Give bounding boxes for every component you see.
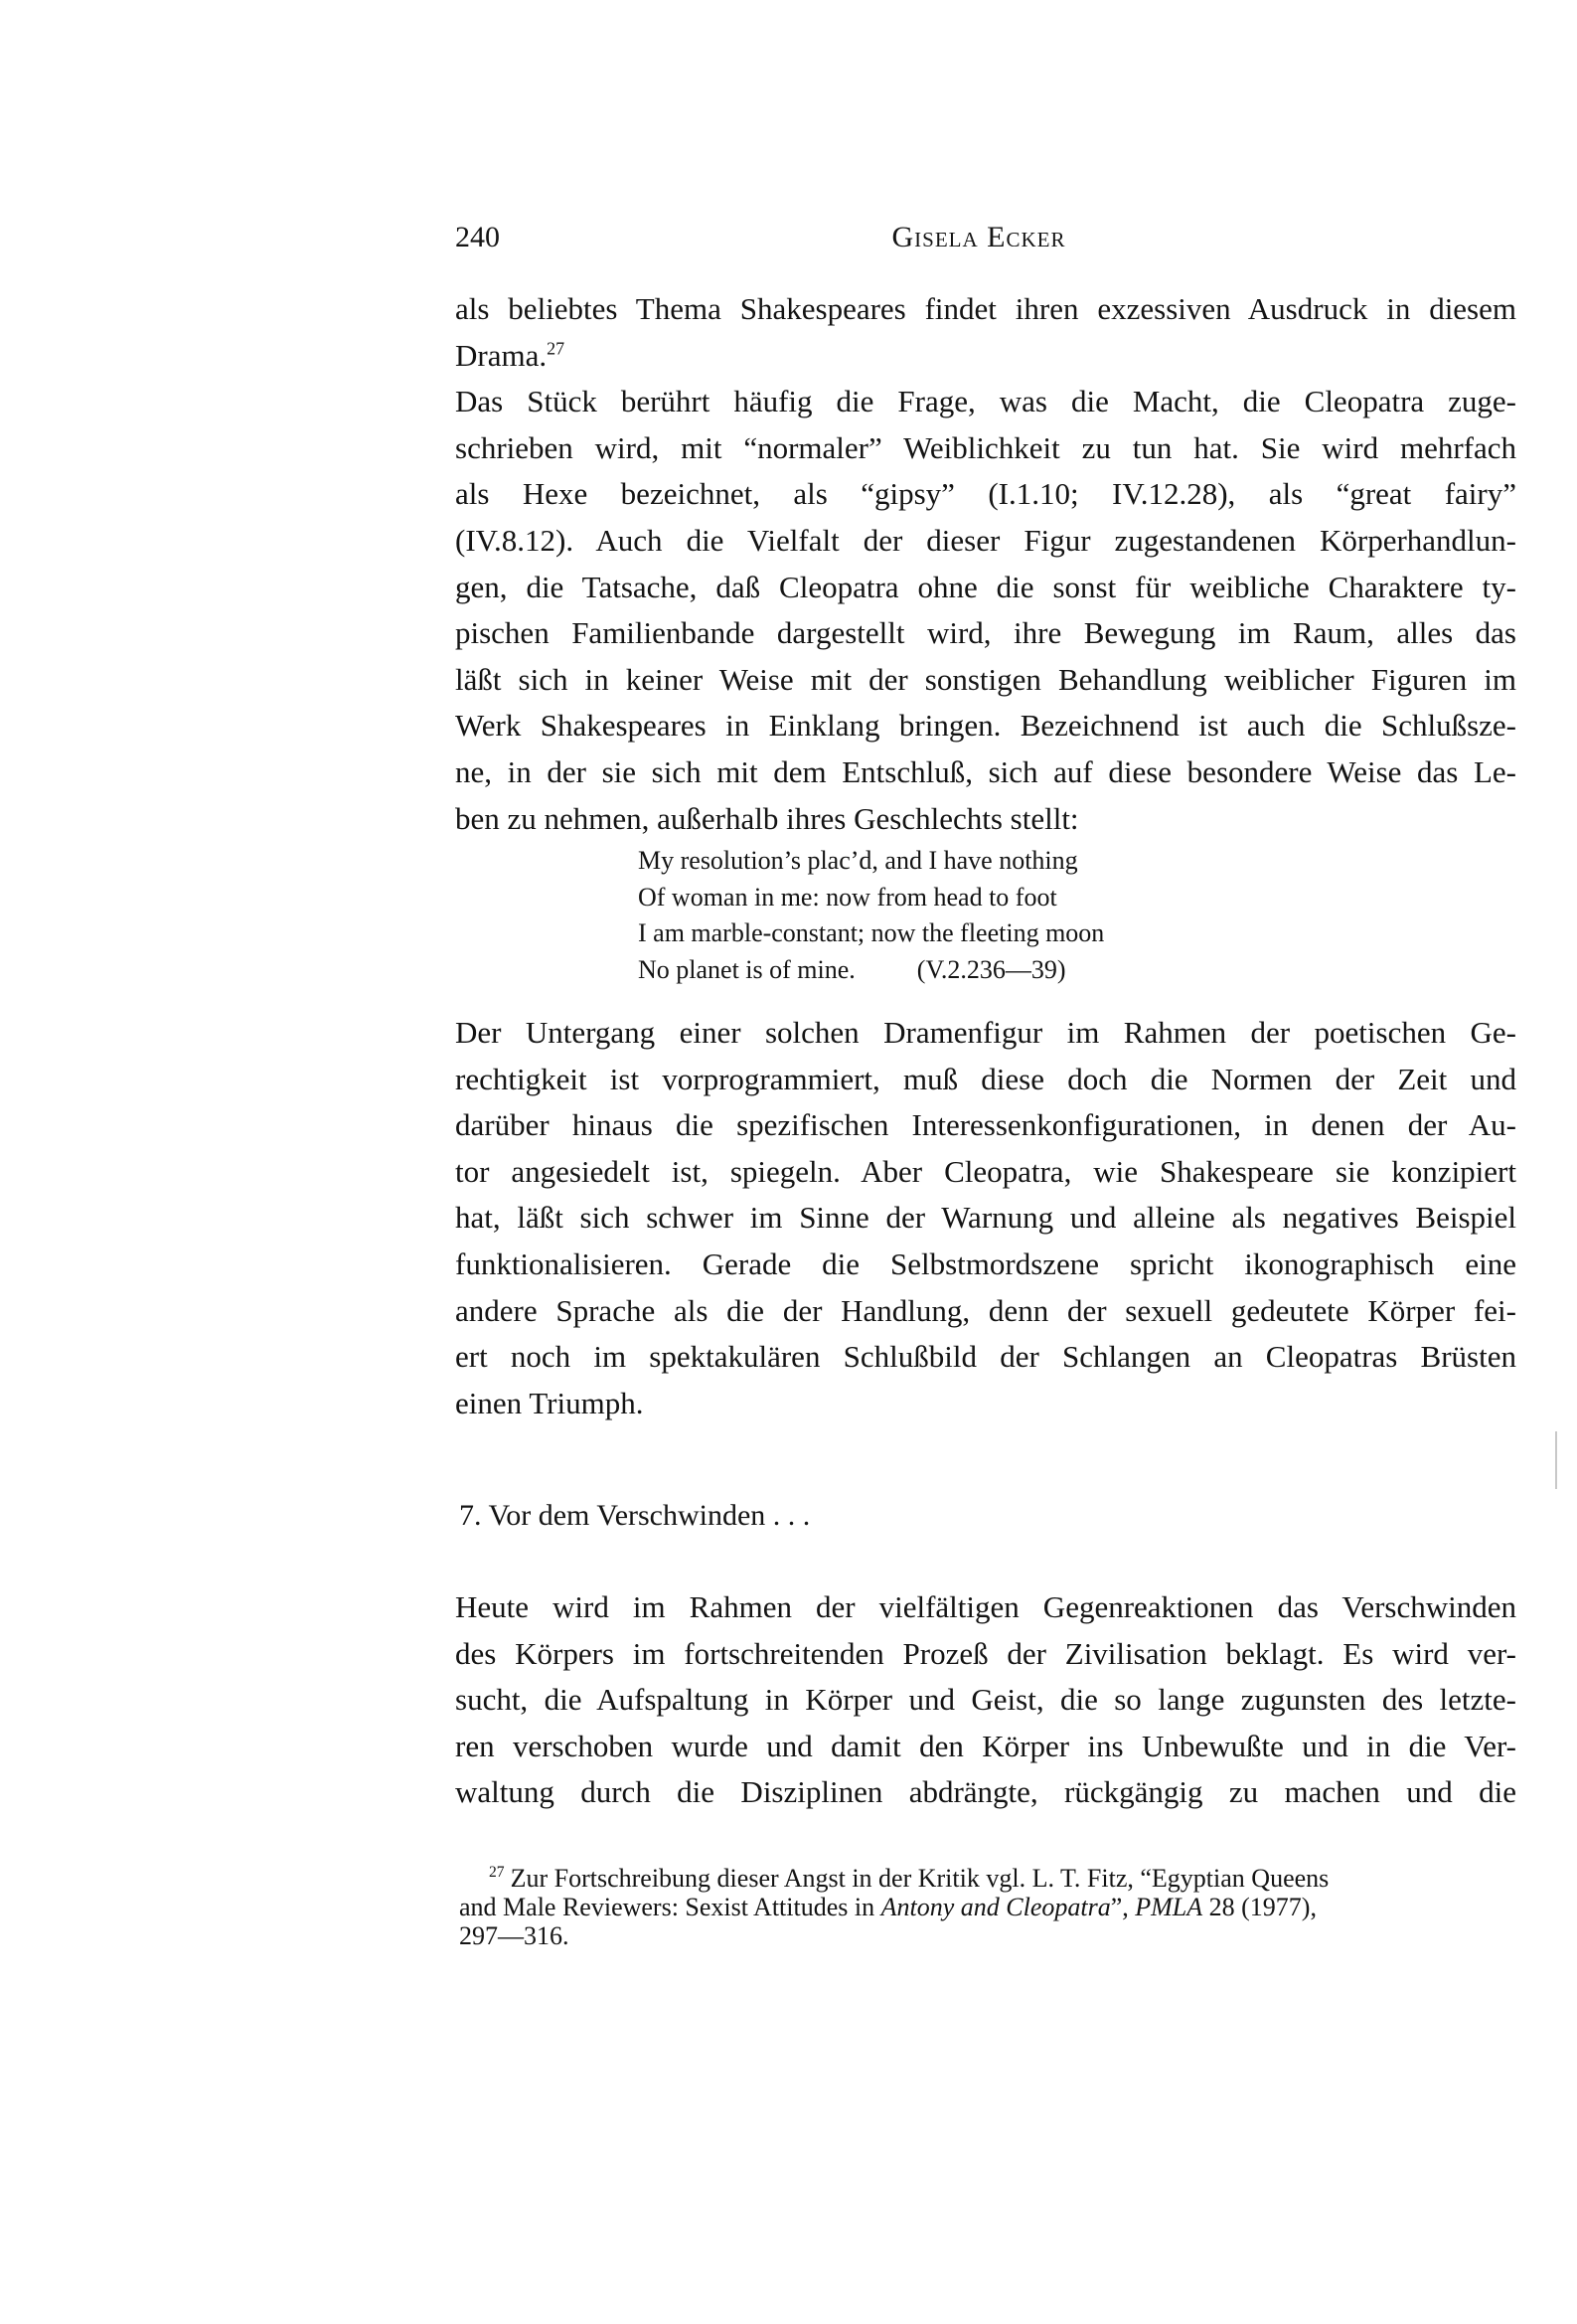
footnote-text: and Male Reviewers: Sexist Attitudes in [459, 1893, 875, 1921]
text-line: ne, in der sie sich mit dem Entschluß, sich auf diese besondere Weise das Le- [455, 753, 1516, 789]
footnote-reference[interactable]: 27 [547, 338, 565, 359]
text-line: ert noch im spektakulären Schlußbild der Schlangen an Cleopatras Brüsten [455, 1339, 1516, 1375]
quote-line: I am marble-constant; now the fleeting moon [638, 918, 1105, 947]
footnote-number: 27 [489, 1864, 505, 1882]
text-line [455, 333, 1516, 380]
section-heading: 7. Vor dem Verschwinden . . . [459, 1499, 811, 1532]
footnote-text: ”, [1110, 1893, 1129, 1921]
quote-line: My resolution’s plac’d, and I have nothing [638, 846, 1078, 875]
running-head-author: Gisela Ecker [891, 221, 1066, 253]
text-line: ben zu nehmen, außerhalb ihres Geschlechts stellt: [455, 800, 1079, 836]
text-line: funktionalisieren. Gerade die Selbstmordszene spricht ikonographisch eine [455, 1245, 1516, 1281]
footnote [459, 1864, 1514, 1950]
paragraph-3 [455, 1010, 1516, 1426]
text-line: des Körpers im fortschreitenden Prozeß der Zivilisation beklagt. Es wird ver- [455, 1635, 1516, 1671]
text-line: hat, läßt sich schwer im Sinne der Warnung und alleine als negatives Beispiel [455, 1200, 1516, 1236]
page-number: 240 [455, 221, 500, 253]
text-line: Der Untergang einer solchen Dramenfigur im Rahmen der poetischen Ge- [455, 1015, 1516, 1050]
text-line: Das Stück berührt häufig die Frage, was die Macht, die Cleopatra zuge- [455, 384, 1516, 419]
paragraph-4 [455, 1584, 1516, 1816]
footnote-work-title: Antony and Cleopatra [880, 1893, 1111, 1921]
paragraph-1 [455, 286, 1516, 379]
text-line: rechtigkeit ist vorprogrammiert, muß diese doch die Normen der Zeit und [455, 1061, 1516, 1096]
text-line: gen, die Tatsache, daß Cleopatra ohne die sonst für weibliche Charaktere ty- [455, 569, 1516, 604]
quote-line: Of woman in me: now from head to foot [638, 882, 1057, 912]
quote-line [638, 952, 1104, 989]
text-line: als Hexe bezeichnet, als “gipsy” (I.1.10; IV.12.28), als “great fairy” [455, 476, 1516, 512]
footnote-text: Zur Fortschreibung dieser Angst in der Kritik vgl. L. T. Fitz, “Egyptian Queens [510, 1864, 1330, 1893]
text-line: einen Triumph. [455, 1385, 644, 1420]
page-header [455, 221, 1502, 260]
text-line: darüber hinaus die spezifischen Interessenkonfigurationen, in denen der Au- [455, 1107, 1516, 1143]
body-text-top [455, 286, 1516, 842]
text-line: schrieben wird, mit “normaler” Weiblichkeit zu tun hat. Sie wird mehrfach [455, 429, 1516, 465]
text-line: als beliebtes Thema Shakespeares findet ihren exzessiven Ausdruck in diesem [455, 291, 1516, 326]
scan-edge-mark [1555, 1431, 1557, 1489]
quote-citation: (V.2.236—39) [916, 954, 1066, 984]
footnote-line [459, 1893, 1514, 1921]
block-quote [638, 843, 1104, 988]
text-line: sucht, die Aufspaltung in Körper und Geist, die so lange zugunsten des letzte- [455, 1682, 1516, 1718]
text-line: andere Sprache als die der Handlung, denn der sexuell gedeutete Körper fei- [455, 1292, 1516, 1328]
text-line: ren verschoben wurde und damit den Körper ins Unbewußte und in die Ver- [455, 1728, 1516, 1763]
text-line: (IV.8.12). Auch die Vielfalt der dieser Figur zugestandenen Körperhandlun- [455, 522, 1516, 558]
quote-text: No planet is of mine. [638, 954, 856, 984]
footnote-text: 28 (1977), [1208, 1893, 1317, 1921]
text-line: pischen Familienbande dargestellt wird, ihre Bewegung im Raum, alles das [455, 615, 1516, 651]
text-segment: Drama. [455, 337, 548, 373]
paragraph-2 [455, 379, 1516, 842]
text-line: läßt sich in keiner Weise mit der sonstigen Behandlung weiblicher Figuren im [455, 661, 1516, 697]
footnote-line [459, 1864, 1514, 1893]
text-line: waltung durch die Disziplinen abdrängte, rückgängig zu machen und die [455, 1774, 1516, 1810]
text-line: Werk Shakespeares in Einklang bringen. Bezeichnend ist auch die Schlußsze- [455, 708, 1516, 744]
footnote-line: 297—316. [459, 1921, 569, 1950]
text-line: Heute wird im Rahmen der vielfältigen Gegenreaktionen das Verschwinden [455, 1589, 1516, 1624]
text-line: tor angesiedelt ist, spiegeln. Aber Cleopatra, wie Shakespeare sie konzipiert [455, 1153, 1516, 1189]
footnote-journal-title: PMLA [1135, 1893, 1203, 1921]
